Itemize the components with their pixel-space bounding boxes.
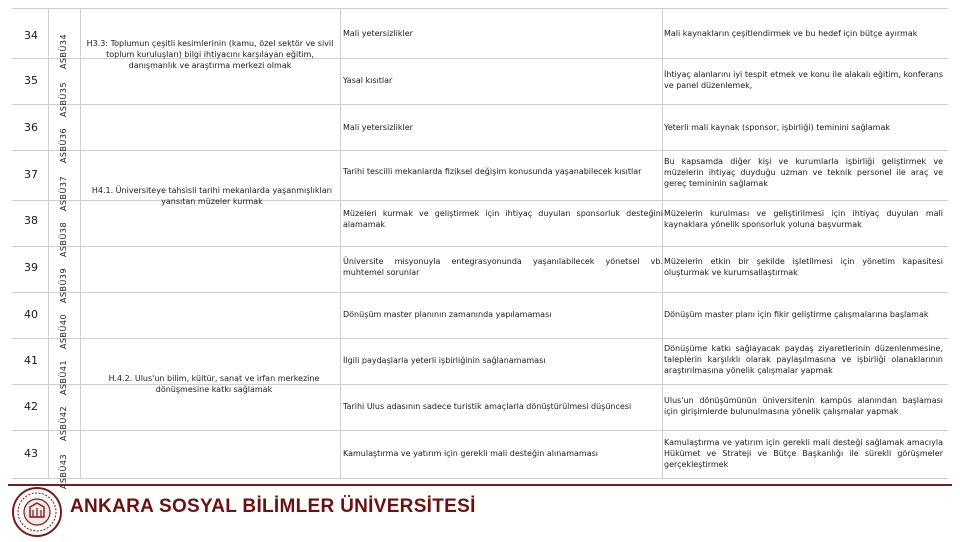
university-seal-icon [11, 486, 63, 538]
action-text: İhtiyaç alanlarını iyi tespit etmek ve konu ile alakalı eğitim, konferans ve panel düzenlemek, [664, 70, 943, 90]
row-divider [12, 150, 948, 151]
risk-code: ASBÜ43 [59, 453, 69, 490]
risk-code: ASBÜ39 [59, 267, 69, 304]
action-text: Bu kapsamda diğer kişi ve kurumlarla işbirliği geliştirmek ve müzelerin ihtiyaç duyduğu uzman ve teknik personel ile araç ve gereç temininin sağlamak [664, 157, 943, 188]
risk-text: Kamulaştırma ve yatırım için gerekli mali desteğin alınamaması [343, 449, 598, 458]
row-number: 42 [24, 400, 38, 413]
risk-text: Tarihi tescilli mekanlarda fiziksel değişim konusunda yaşanabilecek kısıtlar [343, 167, 642, 176]
row-divider [12, 104, 948, 105]
action-text: Müzelerin etkin bir şekilde işletilmesi için yönetim kapasitesi oluşturmak ve kurumsallaştırmak [664, 257, 943, 277]
risk-code: ASBÜ40 [59, 313, 69, 350]
column-divider [340, 8, 341, 478]
row-number: 39 [24, 261, 38, 274]
risk-text: Mali yetersizlikler [343, 29, 413, 38]
row-number: 40 [24, 308, 38, 321]
footer-divider [8, 484, 952, 486]
risk-text: Mali yetersizlikler [343, 123, 413, 132]
row-divider [12, 430, 948, 431]
row-number: 41 [24, 354, 38, 367]
risk-code: ASBÜ35 [59, 81, 69, 118]
row-number: 34 [24, 29, 38, 42]
risk-text: Üniversite misyonuyla entegrasyonunda yaşanılabilecek yönetsel vb. muhtemel sorunlar [343, 257, 663, 277]
risk-code: ASBÜ42 [59, 405, 69, 442]
goal-text: H4.1. Üniversiteye tahsisli tarihi mekanlarda yaşanmışlıkları yansıtan müzeler kurmak [91, 186, 333, 206]
goal-text: H.4.2. Ulus'un bilim, kültür, sanat ve irfan merkezine dönüşmesine katkı sağlamak [108, 374, 320, 394]
risk-text: Tarihi Ulus adasının sadece turistik amaçlarla dönüştürülmesi düşüncesi [343, 402, 632, 411]
row-number: 38 [24, 214, 38, 227]
action-text: Ulus'un dönüşümünün üniversitenin kampüs alanından başlaması için girişimlerde bulunulmasına yönelik çalışmalar yapmak [664, 396, 943, 416]
risk-code: ASBÜ37 [59, 175, 69, 212]
action-text: Kamulaştırma ve yatırım için gerekli mali desteği sağlamak amacıyla Hükümet ve Strateji ve Bütçe Başkanlığı ile sürekli görüşmeler gerçekleştirmek [664, 438, 943, 469]
row-divider [12, 8, 948, 9]
action-text: Müzelerin kurulması ve geliştirilmesi için ihtiyaç duyulan mali kaynaklara yönelik sponsorluk yoluna başvurmak [664, 209, 943, 229]
risk-code: ASBÜ34 [59, 33, 69, 70]
row-divider [12, 292, 948, 293]
action-text: Dönüşüm master planı için fikir geliştirme çalışmalarına başlamak [664, 310, 929, 319]
risk-code: ASBÜ41 [59, 359, 69, 396]
risk-text: Yasal kısıtlar [343, 76, 393, 85]
risk-text: İlgili paydaşlarla yeterli işbirliğinin sağlanamaması [343, 356, 546, 365]
row-divider [12, 478, 948, 479]
row-number: 43 [24, 447, 38, 460]
row-number: 35 [24, 74, 38, 87]
university-name: ANKARA SOSYAL BİLİMLER ÜNİVERSİTESİ [70, 496, 476, 517]
row-number: 37 [24, 168, 38, 181]
action-text: Mali kaynakların çeşitlendirmek ve bu hedef için bütçe ayırmak [664, 29, 918, 38]
row-divider [12, 338, 948, 339]
action-text: Dönüşüme katkı sağlayacak paydaş ziyaretlerinin düzenlenmesine, taleplerin karşılıklı olarak paylaşılmasına ve işbirliği olanaklarının araştırılmasına yönelik çalışmalar yapmak [664, 344, 943, 375]
row-divider [12, 246, 948, 247]
action-text: Yeterli mali kaynak (sponsor, işbirliği) teminini sağlamak [664, 123, 891, 132]
risk-code: ASBÜ38 [59, 221, 69, 258]
row-number: 36 [24, 121, 38, 134]
column-divider [80, 8, 81, 478]
risk-code: ASBÜ36 [59, 127, 69, 164]
risk-text: Müzeleri kurmak ve geliştirmek için ihtiyaç duyulan sponsorluk desteğini alamamak [343, 209, 663, 229]
column-divider [48, 8, 49, 478]
risk-text: Dönüşüm master planının zamanında yapılamaması [343, 310, 552, 319]
goal-text: H3.3: Toplumun çeşitli kesimlerinin (kamu, özel sektör ve sivil toplum kuruluşları) bilgi ihtiyacını karşılayan eğitim, danışmanlık ve araştırma merkezi olmak [86, 39, 334, 70]
